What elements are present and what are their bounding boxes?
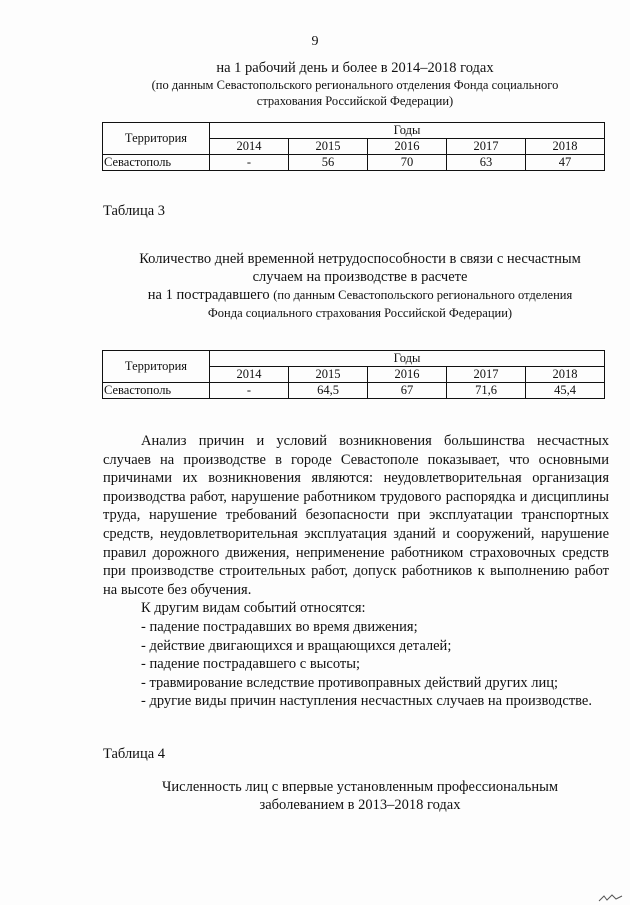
- table-header-row: [103, 123, 605, 139]
- page-number: 9: [311, 34, 319, 49]
- table3-title-line: Фонда социального страхования Российской Федерации): [207, 306, 513, 320]
- analysis-paragraph: Анализ причин и условий возникновения большинства несчастных случаев на производстве в городе Севастополе показывает, что основными причинами их возникновения являются: неудовлетворительная организация производства работ, нарушение работником трудового распорядка и дисциплины труда, нарушение требований безопасности при эксплуатации транспортных средств, неудовлетворительная эксплуатация зданий и сооружений, нарушение правил дорожного движения, неприменение работником страховочных средств при производстве строительных работ, допуск работников к выполнению работ на высоте без обучения.: [103, 433, 609, 598]
- table2-source-line: страхования Российской Федерации): [256, 94, 454, 108]
- row-label: Севастополь: [103, 383, 210, 399]
- list-item: - травмирование вследствие противоправных действий других лиц;: [141, 674, 559, 691]
- table3-title-main: на 1 пострадавшего: [147, 287, 270, 303]
- table3-title-line: Количество дней временной нетрудоспособности в связи с несчастным: [139, 251, 581, 267]
- table4-title-line: Численность лиц с впервые установленным профессиональным: [161, 779, 559, 795]
- table-header-row: [103, 351, 605, 367]
- table2-title-continued: [95, 60, 615, 109]
- value-cell: -: [210, 155, 289, 171]
- row-label: Севастополь: [103, 155, 210, 171]
- table3-caption: Таблица 3: [103, 203, 166, 219]
- table4-caption: Таблица 4: [103, 746, 166, 762]
- value-cell: 71,6: [447, 383, 526, 399]
- territory-header: Территория: [103, 123, 210, 155]
- value-cell: 70: [368, 155, 447, 171]
- years-header: Годы: [210, 123, 605, 139]
- year-cell: 2015: [289, 139, 368, 155]
- list-item: - падение пострадавших во время движения;: [141, 618, 418, 635]
- analysis-section: [103, 432, 609, 711]
- territory-header: Территория: [103, 351, 210, 383]
- value-cell: 63: [447, 155, 526, 171]
- year-cell: 2014: [210, 139, 289, 155]
- table2-source-line: (по данным Севастопольского регионального отделения Фонда социального: [151, 78, 559, 92]
- list-item: - другие виды причин наступления несчастных случаев на производстве.: [141, 693, 592, 710]
- year-cell: 2014: [210, 367, 289, 383]
- scan-mark-icon: [598, 893, 624, 903]
- table3-title-line: случаем на производстве в расчете: [252, 269, 468, 285]
- table3-title: [100, 250, 620, 322]
- table3-title-line: [100, 286, 620, 304]
- value-cell: 47: [526, 155, 605, 171]
- value-cell: 67: [368, 383, 447, 399]
- value-cell: 64,5: [289, 383, 368, 399]
- list-item: - действие двигающихся и вращающихся деталей;: [141, 637, 452, 654]
- year-cell: 2018: [526, 139, 605, 155]
- table-row: [103, 383, 605, 399]
- table4-title-line: заболеванием в 2013–2018 годах: [259, 797, 461, 813]
- year-cell: 2017: [447, 139, 526, 155]
- other-events-intro: К другим видам событий относятся:: [141, 600, 366, 617]
- year-cell: 2016: [368, 139, 447, 155]
- table4-title: [100, 778, 620, 814]
- table-row: [103, 155, 605, 171]
- year-cell: 2017: [447, 367, 526, 383]
- year-cell: 2015: [289, 367, 368, 383]
- table-accidents-per-day: [102, 122, 605, 171]
- value-cell: 45,4: [526, 383, 605, 399]
- value-cell: -: [210, 383, 289, 399]
- year-cell: 2018: [526, 367, 605, 383]
- value-cell: 56: [289, 155, 368, 171]
- table3-title-note: (по данным Севастопольского регионального отделения: [273, 288, 573, 302]
- year-cell: 2016: [368, 367, 447, 383]
- list-item: - падение пострадавшего с высоты;: [141, 656, 361, 673]
- table-days-per-victim: [102, 350, 605, 399]
- table2-title-line: на 1 рабочий день и более в 2014–2018 годах: [216, 60, 494, 76]
- years-header: Годы: [210, 351, 605, 367]
